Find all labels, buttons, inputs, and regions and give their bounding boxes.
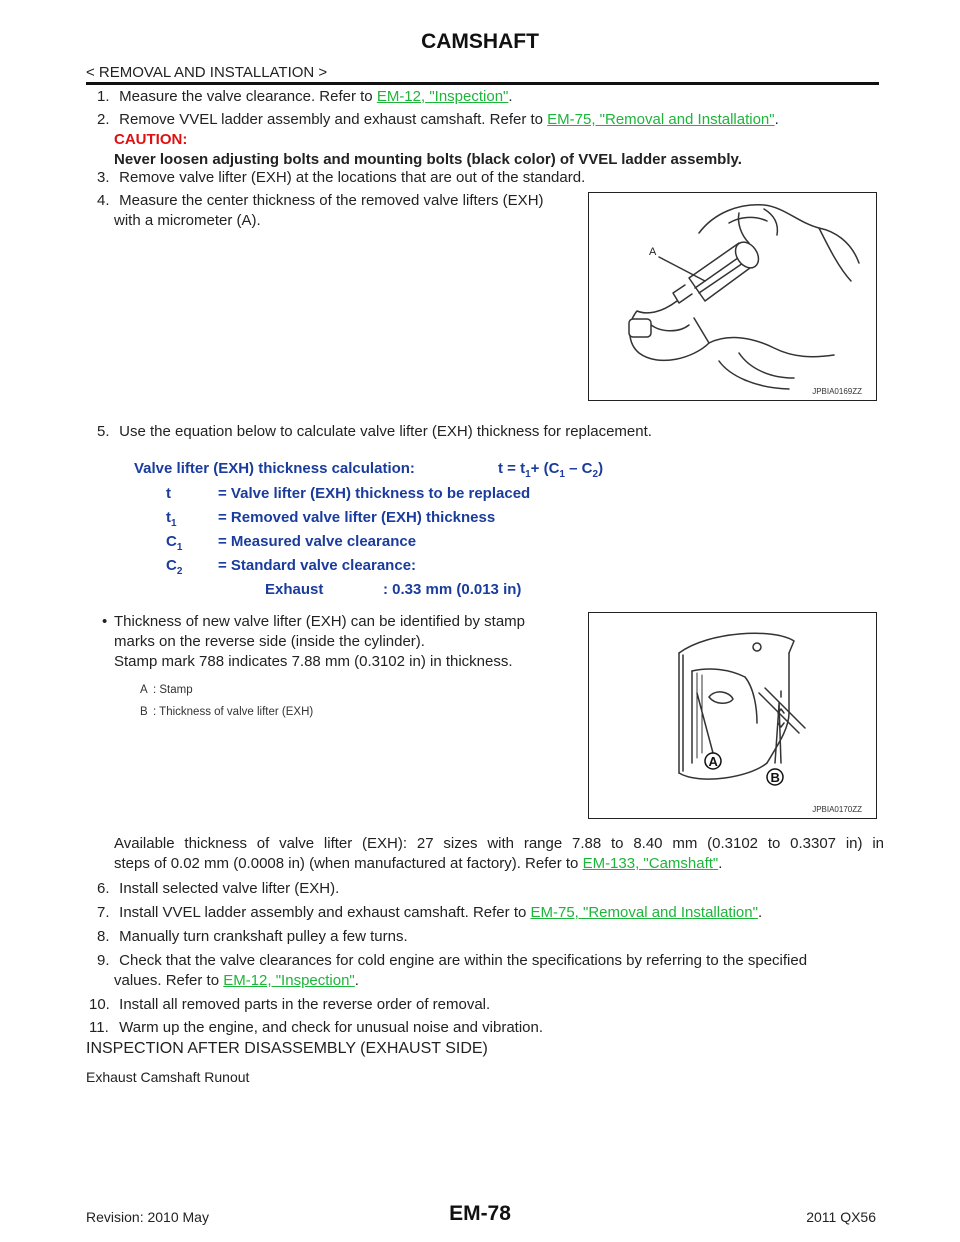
step-9: 9. Check that the valve clearances for cold engine are within the specifications by referring to the specified values. Refer to EM-12, "Inspection".: [97, 952, 808, 989]
exhaust-label: Exhaust: [265, 581, 324, 598]
step-3: 3. Remove valve lifter (EXH) at the locations that are out of the standard.: [97, 169, 586, 186]
step-1: 1. Measure the valve clearance. Refer to EM-12, "Inspection".: [97, 88, 513, 105]
equation-formula: $t = t_1+ (C_1 - C_2)$: [498, 460, 604, 480]
equation-row-1: $t_1$ = Removed valve lifter (EXH) thickness: [166, 509, 496, 529]
step-4: 4. Measure the center thickness of the removed valve lifters (EXH) with a micrometer (A).: [97, 192, 544, 229]
available-thickness: Available thickness of valve lifter (EXH): 27 sizes with range 7.88 to 8.40 mm (0.3102 to 0.3307 in) in steps of 0.02 mm (0.0008 in) (when manufactured at factory). Refer to EM-133, "Camshaft".: [114, 835, 884, 872]
link-em75-removal-2[interactable]: EM-75, "Removal and Installation": [530, 904, 758, 921]
callout-a-circle: A: [708, 754, 718, 769]
figure-micrometer: [588, 192, 877, 401]
callout-a: A: [649, 246, 657, 258]
link-em12-inspection-2[interactable]: EM-12, "Inspection": [223, 972, 355, 989]
step-5: 5. Use the equation below to calculate valve lifter (EXH) thickness for replacement.: [97, 423, 652, 440]
footer-revision: Revision: 2010 May: [86, 1209, 209, 1225]
caution-text: Never loosen adjusting bolts and mounting bolts (black color) of VVEL ladder assembly.: [114, 151, 742, 168]
figure-valve-lifter: [588, 612, 877, 819]
page-title: CAMSHAFT: [421, 30, 539, 53]
link-em12-inspection[interactable]: EM-12, "Inspection": [376, 88, 509, 105]
callout-b-circle: B: [770, 770, 780, 785]
equation-row-3: $C_2$ = Standard valve clearance:: [166, 557, 417, 577]
bullet-stamp-info: • Thickness of new valve lifter (EXH) can be identified by stamp marks on the reverse side (inside the cylinder). Stamp mark 788 indicates 7.88 mm (0.3102 in) in thickness.: [102, 613, 526, 670]
header-rule: [86, 82, 879, 85]
step-10: 10. Install all removed parts in the reverse order of removal.: [89, 996, 491, 1013]
link-em75-removal[interactable]: EM-75, "Removal and Installation": [547, 111, 775, 128]
figure-code: JPBIA0170ZZ: [812, 805, 862, 814]
step-2: 2. Remove VVEL ladder assembly and exhaust camshaft. Refer to EM-75, "Removal and Installation". CAUTION: Never loosen adjusting bolts and mounting bolts (black color) of VVEL ladder assembly.: [97, 110, 887, 170]
step-11: 11. Warm up the engine, and check for unusual noise and vibration.: [89, 1019, 544, 1036]
legend-a: A : Stamp: [140, 684, 193, 696]
step-8: 8. Manually turn crankshaft pulley a few turns.: [97, 928, 408, 945]
valve-lifter-illustration: [589, 613, 876, 818]
caution-label: CAUTION:: [114, 131, 188, 148]
exhaust-value: : 0.33 mm (0.013 in): [383, 581, 522, 598]
legend-b: B : Thickness of valve lifter (EXH): [140, 706, 314, 718]
equation-row-2: $C_1$ = Measured valve clearance: [166, 533, 417, 553]
equation-heading: Valve lifter (EXH) thickness calculation:: [134, 460, 415, 477]
figure-code: JPBIA0169ZZ: [812, 387, 862, 396]
page-number: EM-78: [449, 1202, 511, 1225]
equation-row-0: t = Valve lifter (EXH) thickness to be replaced: [166, 485, 531, 502]
step-7: 7. Install VVEL ladder assembly and exhaust camshaft. Refer to EM-75, "Removal and Installation".: [97, 904, 763, 921]
micrometer-illustration: [589, 193, 876, 400]
footer-model: 2011 QX56: [806, 1209, 876, 1225]
section-heading: INSPECTION AFTER DISASSEMBLY (EXHAUST SIDE): [86, 1040, 488, 1057]
step-6: 6. Install selected valve lifter (EXH).: [97, 880, 340, 897]
link-em133-camshaft[interactable]: EM-133, "Camshaft": [582, 855, 719, 872]
section-subheading: Exhaust Camshaft Runout: [86, 1069, 250, 1085]
breadcrumb: < REMOVAL AND INSTALLATION >: [86, 64, 328, 81]
